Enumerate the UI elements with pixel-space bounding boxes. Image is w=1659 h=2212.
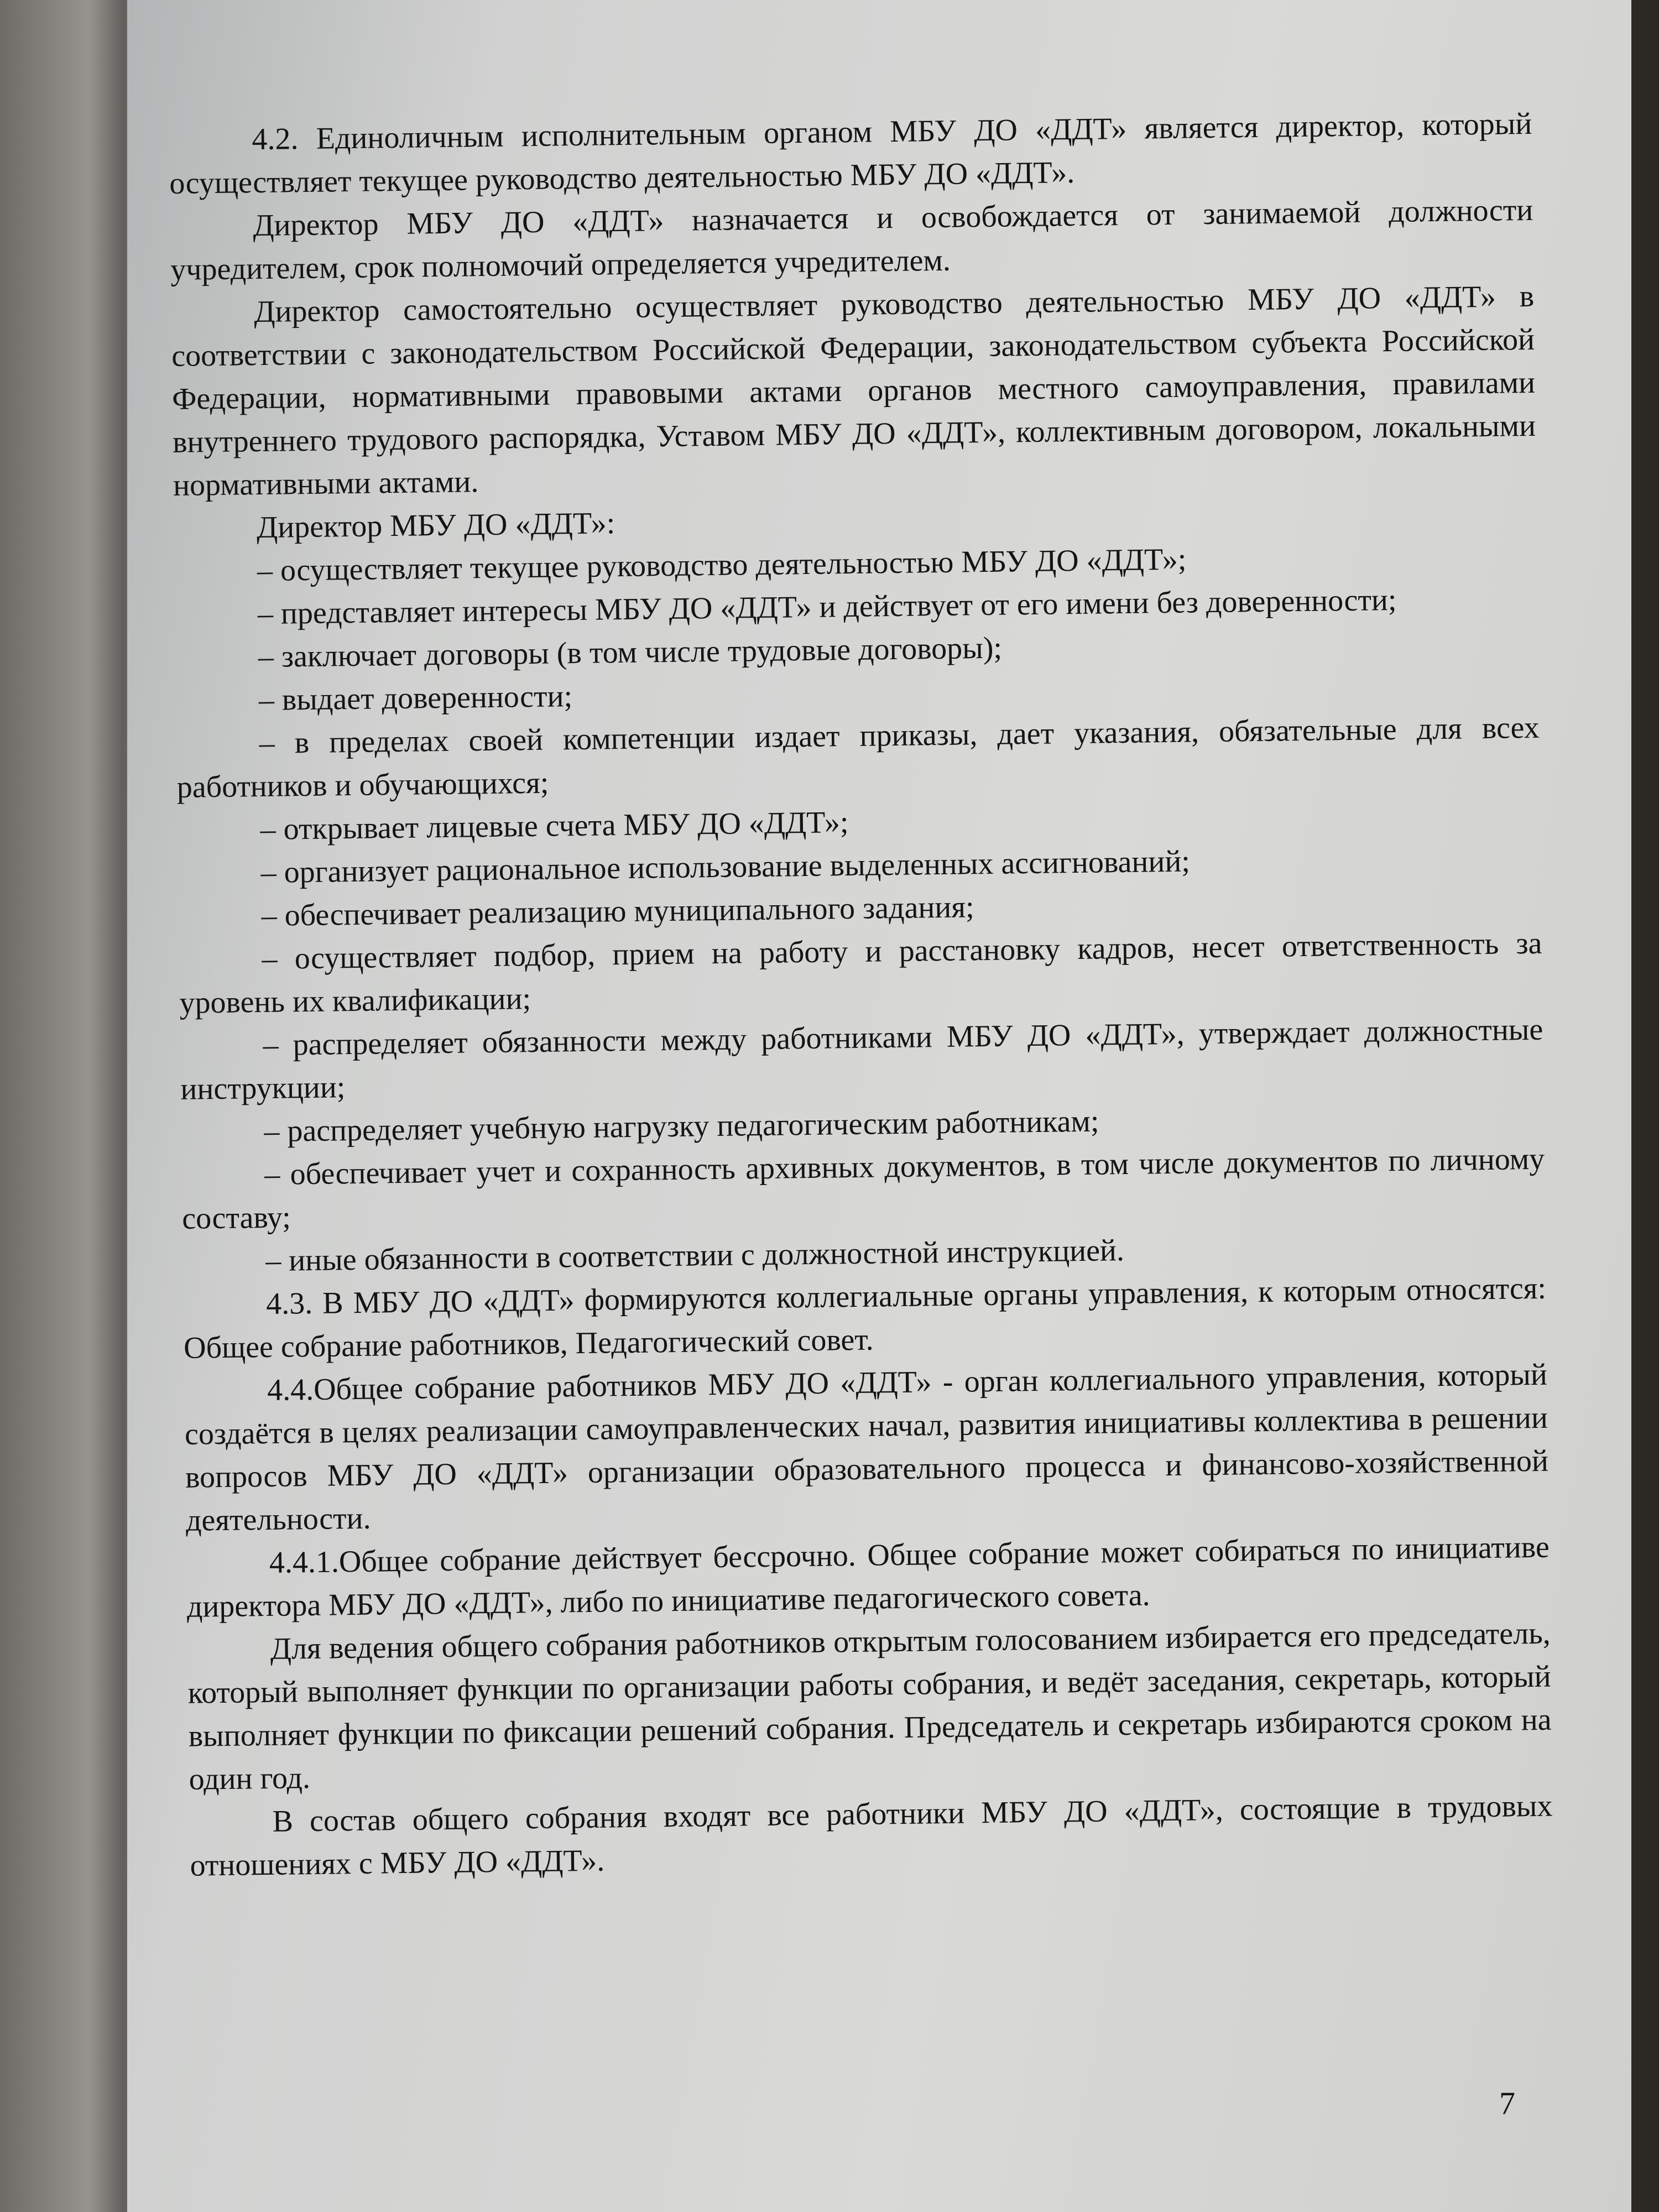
duty-item: – открывает лицевые счета МБУ ДО «ДДТ»; [260, 805, 849, 847]
paragraph-4-4-1: 4.4.1.Общее собрание действует бессрочно. Общее собрание может собираться по инициативе директора МБУ ДО «ДДТ», либо по инициативе педагогического совета. [186, 1530, 1550, 1624]
paragraph-director-independence: Директор самостоятельно осуществляет руководство деятельностью МБУ ДО «ДДТ» в соответствии с законодательством Российской Федерации, законодательством субъекта Российской Федерации, нормативными правовыми актами органов местного самоуправления, правилами внутреннего трудового распорядка, Уставом МБУ ДО «ДДТ», коллективным договором, локальными нормативными актами. [171, 279, 1536, 503]
document-page [127, 0, 1631, 2212]
paragraph-chair-secretary: Для ведения общего собрания работников открытым голосованием избирается его председатель, который выполняет функции по организации работы собрания, и ведёт заседания, секретарь, который выполняет функции по фиксации решений собрания. Председатель и секретарь избираются сроком на один год. [187, 1616, 1552, 1797]
paragraph-director-intro: Директор МБУ ДО «ДДТ»: [256, 506, 615, 545]
duty-item: – выдает доверенности; [258, 679, 573, 718]
paragraph-4-3: 4.3. В МБУ ДО «ДДТ» формируются коллегиальные органы управления, к которым относятся: Общее собрание работников, Педагогический совет. [183, 1271, 1547, 1365]
duty-item: – распределяет учебную нагрузку педагогическим работникам; [264, 1104, 1099, 1149]
paragraph-membership: В состав общего собрания входят все работники МБУ ДО «ДДТ», состоящие в трудовых отношениях с МБУ ДО «ДДТ». [190, 1788, 1553, 1883]
duty-item: – в пределах своей компетенции издает приказы, дает указания, обязательные для всех работников и обучающихся; [176, 710, 1540, 805]
duty-item: – обеспечивает реализацию муниципального задания; [261, 890, 974, 933]
page-number: 7 [1499, 2085, 1515, 2121]
duty-item: – представляет интересы МБУ ДО «ДДТ» и действует от его имени без доверенности; [257, 582, 1397, 632]
paragraph-director-appointment: Директор МБУ ДО «ДДТ» назначается и освобождается от занимаемой должности учредителем, срок полномочий определяется учредителем. [170, 192, 1533, 287]
duty-item: – заключает договоры (в том числе трудовые договоры); [258, 630, 1003, 675]
duty-item: – распределяет обязанности между работниками МБУ ДО «ДДТ», утверждает должностные инструкции; [180, 1012, 1543, 1107]
duty-item: – обеспечивает учет и сохранность архивных документов, в том числе документов по личному составу; [181, 1141, 1545, 1236]
duty-item: – осуществляет подбор, прием на работу и расстановку кадров, несет ответственность за уровень их квалификации; [179, 926, 1542, 1020]
duty-item: – осуществляет текущее руководство деятельностью МБУ ДО «ДДТ»; [257, 542, 1187, 588]
duty-item: – иные обязанности в соответствии с должностной инструкцией. [265, 1233, 1125, 1279]
duty-item: – организует рациональное использование выделенных ассигнований; [260, 844, 1191, 890]
paragraph-4-2: 4.2. Единоличным исполнительным органом МБУ ДО «ДДТ» является директор, который осуществляет текущее руководство деятельностью МБУ ДО «ДДТ». [169, 106, 1532, 201]
paragraph-4-4: 4.4.Общее собрание работников МБУ ДО «ДДТ» - орган коллегиального управления, который создаётся в целях реализации самоуправленческих начал, развития инициативы коллектива в решении вопросов МБУ ДО «ДДТ» организации образовательного процесса и финансово-хозяйственной деятельности. [184, 1357, 1549, 1538]
page-text [169, 102, 1553, 1887]
